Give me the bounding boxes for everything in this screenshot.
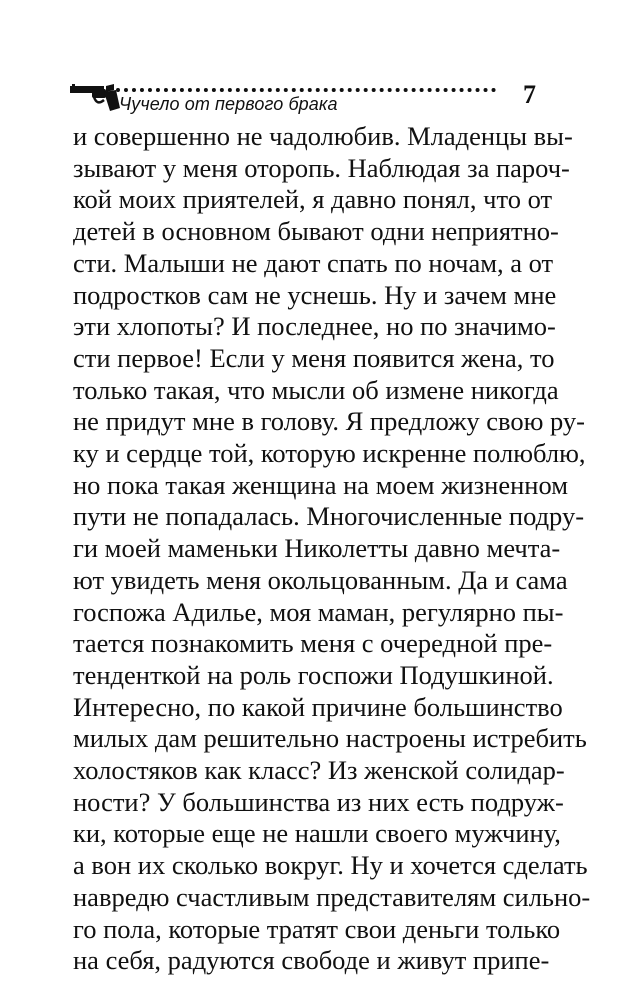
- header-dotted-rule: [116, 88, 496, 92]
- text-line: милых дам решительно настроены истребить: [73, 723, 587, 754]
- running-header: [70, 78, 540, 118]
- page-number: 7: [523, 80, 536, 109]
- text-line: го пола, которые тратят свои деньги только: [73, 913, 561, 944]
- text-line: но пока такая женщина на моем жизненном: [73, 469, 568, 500]
- text-line: кой моих приятелей, я давно понял, что от: [73, 184, 553, 215]
- text-line: на себя, радуются свободе и живут припе-: [73, 945, 550, 976]
- text-line: не придут мне в голову. Я предложу свою ру-: [73, 406, 586, 437]
- text-line: ки, которые еще не нашли своего мужчину,: [73, 818, 561, 849]
- body-text: [73, 121, 591, 977]
- text-line: эти хлопоты? И последнее, но по значимо-: [73, 311, 556, 342]
- text-line: Интересно, по какой причине большинство: [73, 691, 563, 722]
- text-line: тенденткой на роль госпожи Подушкиной.: [73, 659, 554, 690]
- text-line: сти первое! Если у меня появится жена, то: [73, 342, 555, 373]
- text-line: госпожа Адилье, моя маман, регулярно пы-: [73, 596, 564, 627]
- text-line: ги моей маменьки Николетты давно мечта-: [73, 533, 561, 564]
- text-line: тается познакомить меня с очередной пре-: [73, 628, 553, 659]
- text-line: пути не попадалась. Многочисленные подру-: [73, 501, 585, 532]
- text-line: детей в основном бывают одни неприятно-: [73, 216, 559, 247]
- text-line: холостяков как класс? Из женской солидар-: [73, 755, 565, 786]
- text-line: зывают у меня оторопь. Наблюдая за пароч-: [73, 152, 570, 183]
- book-title: Чучело от первого брака: [119, 94, 338, 114]
- text-line: только такая, что мысли об измене никогда: [73, 374, 559, 405]
- revolver-icon: [70, 84, 120, 112]
- text-line: ку и сердце той, которую искренне полюблю,: [73, 438, 586, 469]
- text-line: навредю счастливым представителям сильно-: [73, 881, 591, 912]
- text-line: ют увидеть меня окольцованным. Да и сама: [73, 564, 568, 595]
- text-line: и совершенно не чадолюбив. Младенцы вы-: [73, 121, 573, 151]
- text-line: ности? У большинства из них есть подруж-: [73, 786, 564, 817]
- text-line: сти. Малыши не дают спать по ночам, а от: [73, 247, 554, 278]
- text-line: подростков сам не уснешь. Ну и зачем мне: [73, 279, 557, 310]
- text-line: а вон их сколько вокруг. Ну и хочется сделать: [73, 850, 588, 881]
